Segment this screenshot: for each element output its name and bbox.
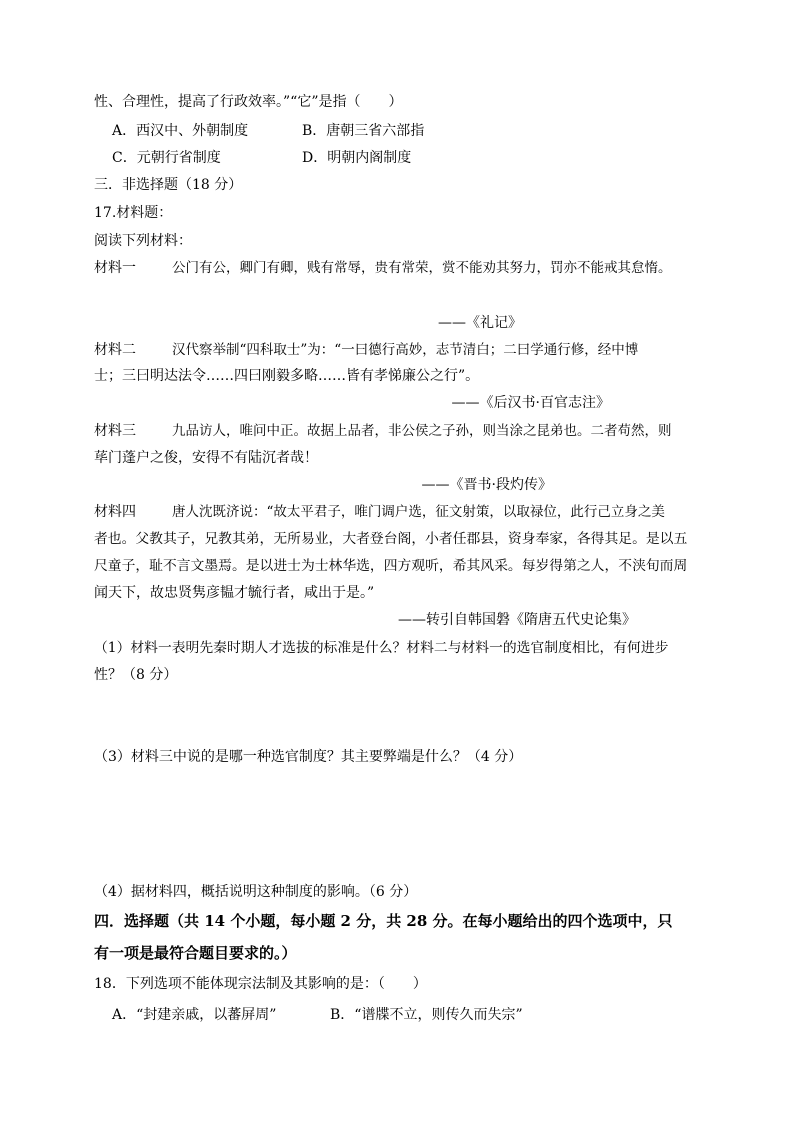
material-1-source: ——《礼记》 [438, 315, 522, 331]
section4-title-line-1: 四．选择题（共 14 个小题，每小题 2 分，共 28 分。在每小题给出的四个选项中，只 [94, 912, 673, 930]
material-3-label: 材料三 [94, 423, 136, 439]
material-4-source: ——转引自韩国磐《隋唐五代史论集》 [398, 612, 636, 628]
material-1-label: 材料一 [94, 260, 136, 276]
q18-stem: 18．下列选项不能体现宗法制及其影响的是：（ ） [94, 976, 427, 992]
material-2-line-1: 汉代察举制“四科取士”为：“一曰德行高妙，志节清白；二曰学通行修，经中博 [172, 342, 639, 358]
question-3: （3）材料三中说的是哪一种选官制度？其主要弊端是什么？（4 分） [94, 749, 523, 765]
q18-option-b: B．“谱牒不立，则传久而失宗” [330, 1007, 523, 1023]
material-4-line-3: 尺童子，耻不言文墨焉。是以进士为士林华选，四方观听，希其风采。每岁得第之人，不浃旬而周 [94, 558, 688, 574]
question-4: （4）据材料四，概括说明这种制度的影响。（6 分） [94, 884, 418, 900]
q16-option-d: D．明朝内阁制度 [302, 150, 412, 166]
material-4-line-2: 者也。父教其子，兄教其弟，无所易业，大者登台阁，小者任郡县，资身奉家，各得其足。是以五 [94, 531, 688, 547]
q17-title: 17.材料题： [94, 205, 173, 221]
section4-title-line-2: 有一项是最符合题目要求的。） [94, 944, 297, 962]
material-4-line-1: 唐人沈既济说：“故太平君子，唯门调户选，征文射策，以取禄位，此行己立身之美 [172, 504, 665, 520]
material-2-source: ——《后汉书·百官志注》 [451, 395, 610, 411]
q18-option-a: A．“封建亲戚，以蕃屏周” [112, 1007, 277, 1023]
material-1-line-1: 公门有公，卿门有卿，贱有常辱，贵有常荣，赏不能劝其努力，罚亦不能戒其怠惰。 [172, 260, 672, 276]
material-4-line-4: 闻天下，故忠贤隽彦韫才毓行者，咸出于是。” [94, 585, 375, 601]
q16-option-b: B．唐朝三省六部指 [302, 123, 425, 139]
instruction-text: 阅读下列材料： [94, 233, 192, 249]
material-3-line-2: 荜门蓬户之俊，安得不有陆沉者哉！ [94, 450, 318, 466]
q16-stem-tail: 性、合理性，提高了行政效率。”“它”是指（ ） [94, 94, 403, 110]
material-3-line-1: 九品访人，唯问中正。故据上品者，非公侯之子孙，则当涂之昆弟也。二者苟然，则 [172, 423, 672, 439]
material-4-label: 材料四 [94, 504, 136, 520]
question-1-line-1: （1）材料一表明先秦时期人才选拔的标准是什么？材料二与材料一的选官制度相比，有何进步 [94, 640, 669, 656]
section3-title: 三．非选择题（18 分） [94, 177, 243, 193]
material-2-label: 材料二 [94, 342, 136, 358]
question-1-line-2: 性？（8 分） [94, 667, 178, 683]
material-3-source: ——《晋书·段灼传》 [421, 477, 552, 493]
material-2-line-2: 士；三曰明达法令……四曰刚毅多略……皆有孝悌廉公之行”。 [94, 368, 480, 384]
q16-option-a: A．西汉中、外朝制度 [112, 123, 249, 139]
q16-option-c: C．元朝行省制度 [112, 150, 221, 166]
